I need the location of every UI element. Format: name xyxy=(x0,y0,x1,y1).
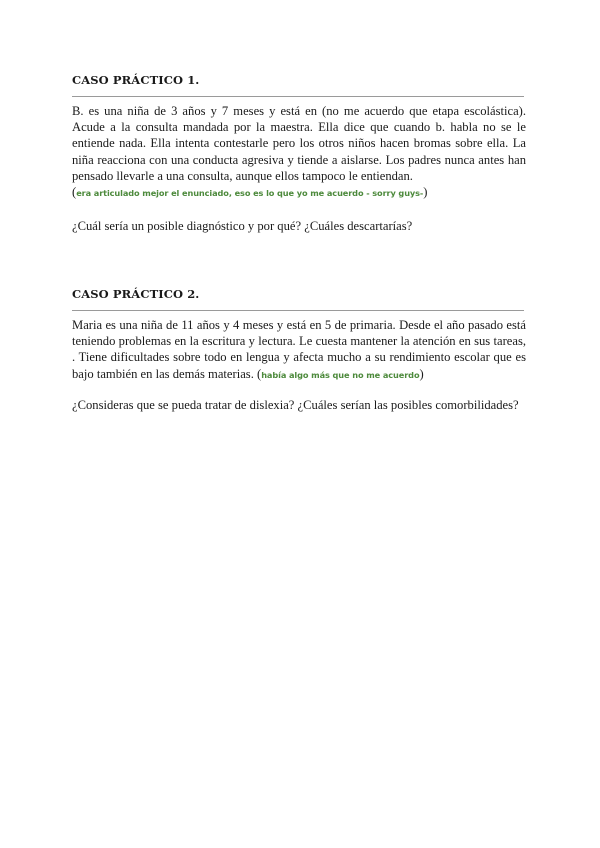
case-study-1 xyxy=(72,72,526,234)
case-study-2 xyxy=(72,286,526,413)
case-1-title: CASO PRÁCTICO 1. xyxy=(72,73,200,87)
case-1-note-line xyxy=(72,184,526,202)
case-2-note-close: ) xyxy=(419,366,424,381)
case-2-note-open: ( xyxy=(257,366,262,381)
case-1-note-close: ) xyxy=(423,185,428,200)
case-1-body-text: B. es una niña de 3 años y 7 meses y está en (no me acuerdo que etapa escolástica). Acude a la consulta mandada por la maestra. Ella dice que cuando b. habla no se le entiende nada. Ella intenta contestarle pero los otros niños hacen bromas sobre ella. La niña reacciona con una conducta agresiva y tiende a aislarse. Los padres nunca antes han pensado llevarle a una consulta, aunque ellos tampoco le entiendan. xyxy=(72,104,526,183)
case-2-divider xyxy=(72,310,524,311)
case-2-body xyxy=(72,317,526,383)
case-2-body-text: Maria es una niña de 11 años y 4 meses y está en 5 de primaria. Desde el año pasado está teniendo problemas en la escritura y lectura. Le cuesta mantener la atención en sus tareas, . Tiene dificultades sobre todo en lengua y afecta mucho a su rendimiento escolar que es bajo también en las demás materias. xyxy=(72,318,526,381)
case-1-divider xyxy=(72,96,524,97)
case-1-question: ¿Cuál sería un posible diagnóstico y por qué? ¿Cuáles descartarías? xyxy=(72,219,413,234)
case-2-question: ¿Consideras que se pueda tratar de dislexia? ¿Cuáles serían las posibles comorbilidades? xyxy=(72,397,519,412)
case-1-note: era articulado mejor el enunciado, eso es lo que yo me acuerdo - sorry guys- xyxy=(76,188,424,199)
case-2-note: había algo más que no me acuerdo xyxy=(261,369,420,380)
case-2-title: CASO PRÁCTICO 2. xyxy=(72,287,200,301)
case-1-note-open: ( xyxy=(72,185,77,200)
case-1-body xyxy=(72,103,526,184)
